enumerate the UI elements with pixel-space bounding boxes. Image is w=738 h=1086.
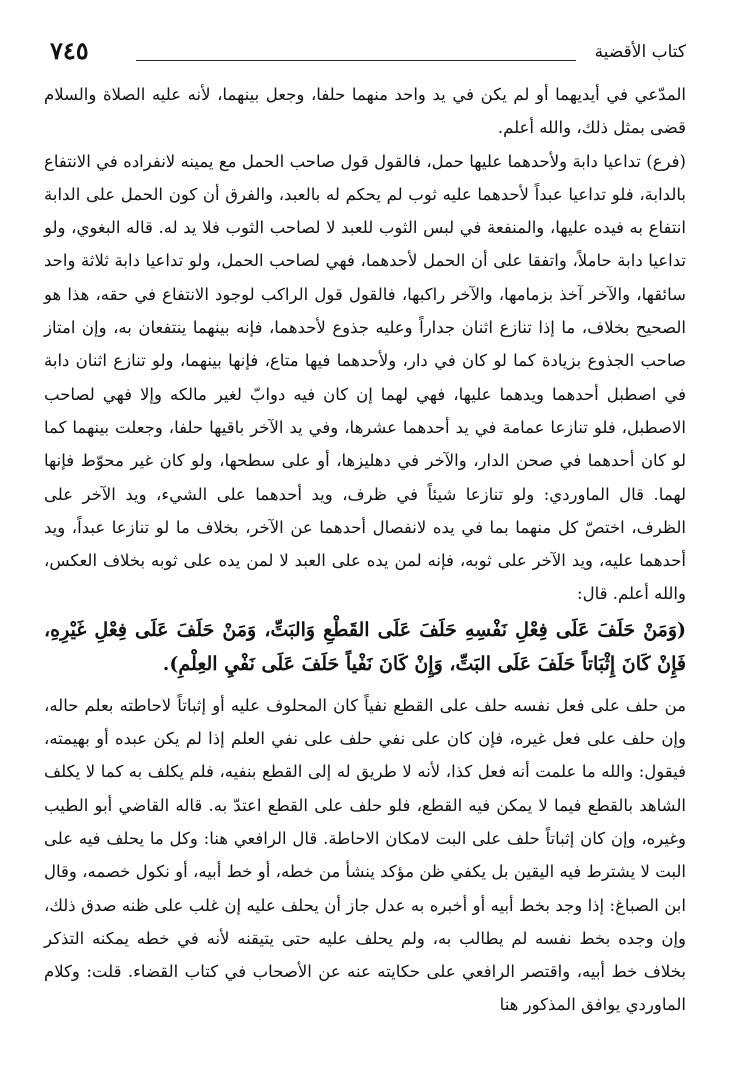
- paragraph: المدّعي في أيديهما أو لم يكن في يد واحد منهما حلفا، وجعل بينهما، لأنه عليه الصلاة والسلام قضى بمثل ذلك، والله أعلم.: [44, 85, 686, 138]
- page-body: [44, 78, 686, 1022]
- page-header: [44, 36, 686, 78]
- page-number: ٧٤٥: [50, 36, 89, 65]
- paragraph: (فرع) تداعيا دابة ولأحدهما عليها حمل، فالقول قول صاحب الحمل مع يمينه لانفراده في الانتفاع بالدابة، فلو تداعيا عبداً لأحدهما عليه ثوب لم يحكم له بالعبد، والفرق أن كون الحمل على الدابة انتفاع به فيده عليها، والمنفعة في لبس الثوب للعبد لا لصاحب الثوب فلا يد له. قاله البغوي، ولو تداعيا دابة حاملاً، واتفقا على أن الحمل لأحدهما، فهي لصاحب الحمل، ولو تداعيا دابة ثلاثة واحد سائقها، والآخر آخذ بزمامها، والآخر راكبها، فالقول قول الراكب لوجود الانتفاع في حقه، هذا هو الصحيح بخلاف، ما إذا تنازع اثنان جداراً وعليه جذوع لأحدهما، فإنه بينهما ينتفعان به، وإن امتاز صاحب الجذوع بزيادة كما لو كان في دار، ولأحدهما فيها متاع، فإنها بينهما، ولو تنازع اثنان دابة في اصطبل أحدهما ويدهما عليها، فهي لهما إن كان فيه دوابّ لغير مالكه وإلا فهي لصاحب الاصطبل، فلو تنازعا عمامة في يد أحدهما عشرها، وفي يد الآخر باقيها حلفا، وجعلت بينهما كما لو كان أحدهما في صحن الدار، والآخر في دهليزها، أو على سطحها، ولو كان غير محوّط فإنها لهما. قال الماوردي: ولو تنازعا شيئاً في ظرف، ويد أحدهما على الشيء، ويد الآخر على الظرف، اختصّ كل منهما بما في يده لانفصال أحدهما عن الآخر، بخلاف ما لو تنازعا عبداً، ويد أحدهما عليه، ويد الآخر على ثوبه، فإنه لمن يده على العبد لا لمن يده على ثوبه بخلاف العكس، والله أعلم. قال:: [44, 151, 686, 604]
- paragraph: من حلف على فعل نفسه حلف على القطع نفياً كان المحلوف عليه أو إثباتاً لاحاطته بعلم حاله، وإن حلف على فعل غيره، فإن كان على نفي حلف على نفي العلم إذا لم يكن عبده أو بهيمته، فيقول: والله ما علمت أنه فعل كذا، لأنه لا طريق له إلى القطع بنفيه، فلم يكلف به كما لا يكلف الشاهد بالقطع فيما لا يمكن فيه القطع، فلو حلف على القطع اعتدّ به. قاله القاضي أبو الطيب وغيره، وإن كان إثباتاً حلف على البت لامكان الاحاطة. قال الرافعي هنا: وكل ما يحلف فيه على البت لا يشترط فيه اليقين بل يكفي ظن مؤكد ينشأ من خطه، أو خط أبيه، أو نكول خصمه، وقال ابن الصباغ: إذا وجد بخط أبيه أو أخبره به عدل جاز أن يحلف عليه إن غلب على ظنه صدق ذلك، وإن وجده بخط نفسه لم يطالب به، ولم يحلف عليه حتى يتيقنه لأنه في خطه يمكنه التذكر بخلاف خط أبيه، واقتصر الرافعي على حكايته عنه عن الأصحاب في كتاب القضاء. قلت: وكلام الماوردي يوافق المذكور هنا: [44, 695, 686, 1015]
- matn-quote: (وَمَنْ حَلَفَ عَلَى فِعْلِ نَفْسِهِ حَلَفَ عَلَى القَطْعِ وَالبَتِّ، وَمَنْ حَلَفَ عَلَى فِعْلِ غَيْرِهِ، فَإِنْ كَانَ إِثْبَاتاً حَلَفَ عَلَى البَتِّ، وَإِنْ كَانَ نَفْياً حَلَفَ عَلَى نَفْيِ العِلْمِ).: [44, 618, 686, 675]
- header-rule: [136, 60, 576, 61]
- running-title: كتاب الأقضية: [594, 42, 686, 62]
